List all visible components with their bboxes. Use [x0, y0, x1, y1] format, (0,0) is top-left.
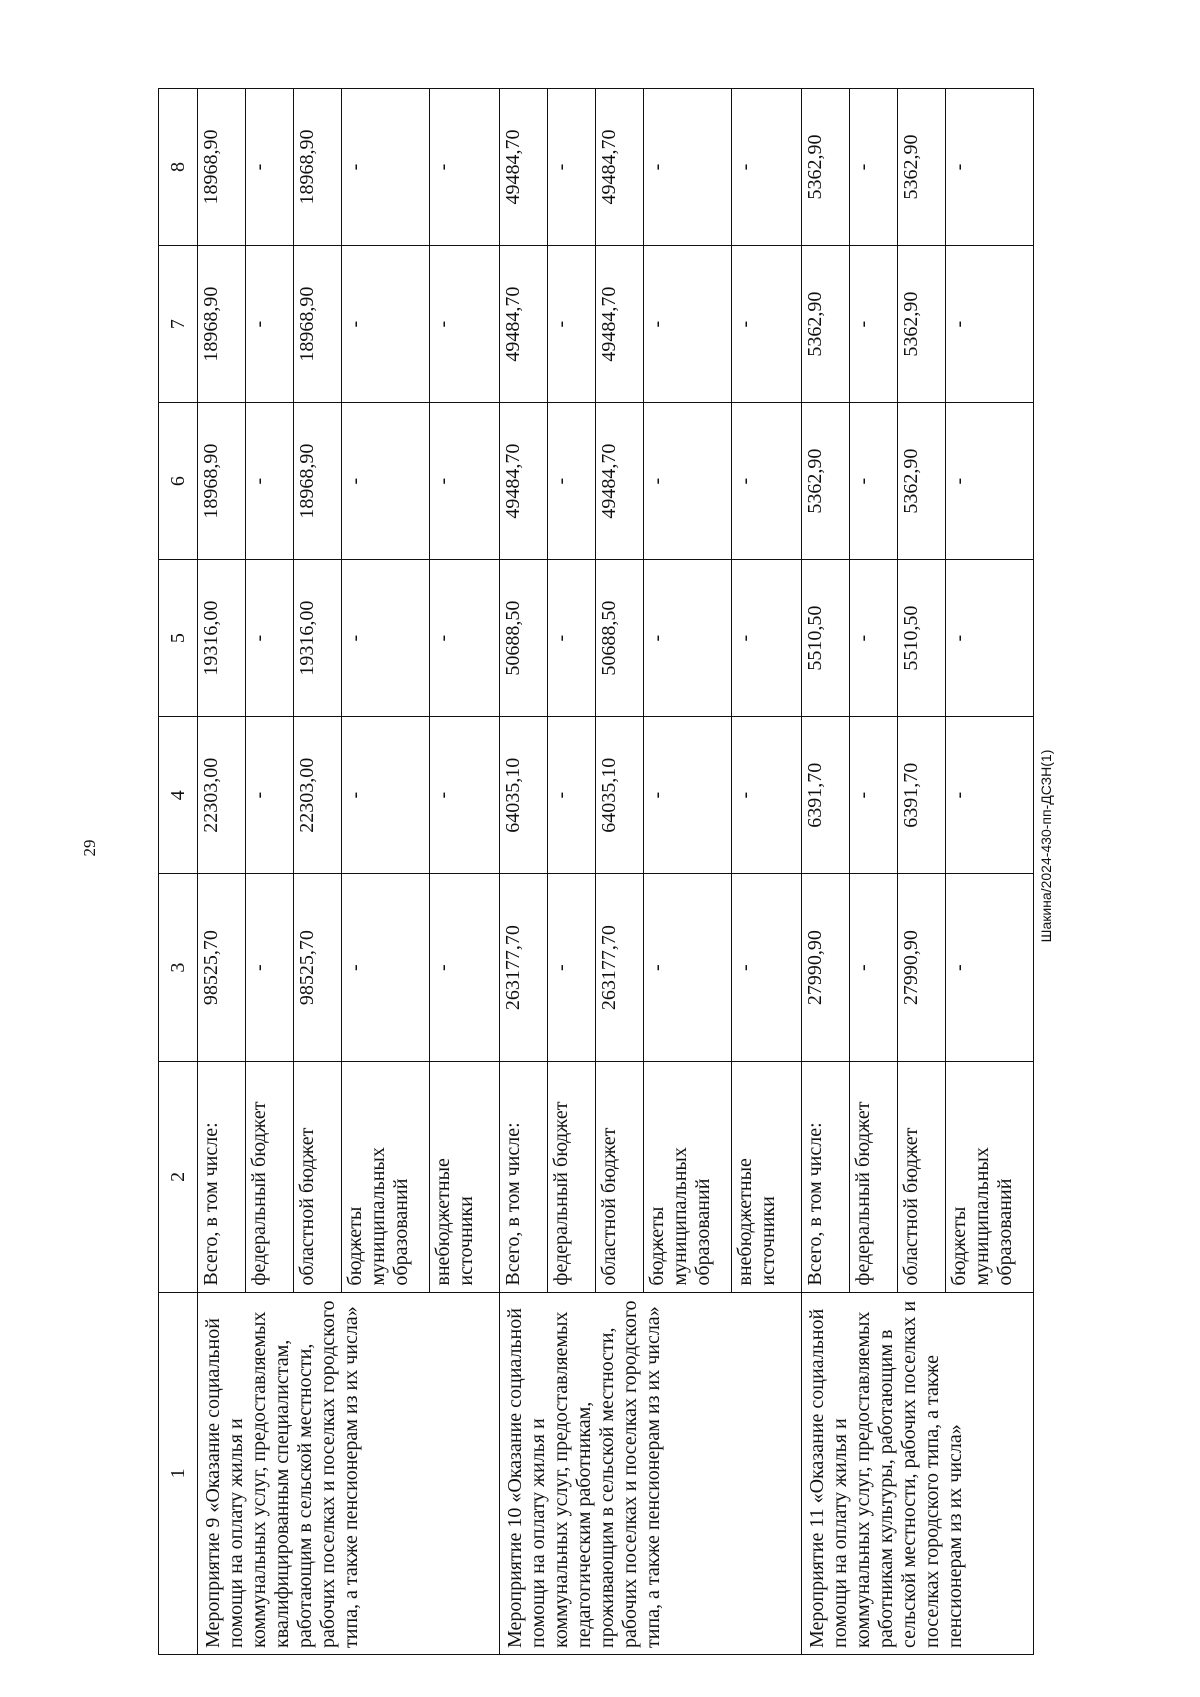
value-cell: -: [644, 89, 732, 246]
value-cell: -: [246, 89, 294, 246]
source-cell: федеральный бюджет: [548, 1062, 596, 1293]
value-cell: 98525,70: [294, 874, 342, 1062]
source-cell: областной бюджет: [294, 1062, 342, 1293]
value-cell: 263177,70: [500, 874, 548, 1062]
value-cell: -: [644, 403, 732, 560]
value-cell: -: [732, 403, 802, 560]
value-cell: -: [548, 560, 596, 717]
value-cell: -: [342, 717, 430, 874]
source-cell: бюджеты муниципальных образований: [644, 1062, 732, 1293]
source-cell: Всего, в том числе:: [802, 1062, 850, 1293]
value-cell: 19316,00: [198, 560, 246, 717]
value-cell: 18968,90: [294, 403, 342, 560]
value-cell: 5362,90: [898, 246, 946, 403]
value-cell: -: [946, 874, 1034, 1062]
value-cell: -: [548, 874, 596, 1062]
page-number: 29: [80, 839, 99, 857]
value-cell: -: [246, 403, 294, 560]
value-cell: 49484,70: [500, 89, 548, 246]
document-code: Шакина/2024-430-пп-ДСЗН(1): [1038, 749, 1054, 943]
value-cell: -: [946, 717, 1034, 874]
value-cell: -: [548, 246, 596, 403]
funding-table: [158, 88, 1034, 1655]
value-cell: 50688,50: [500, 560, 548, 717]
value-cell: 5362,90: [802, 403, 850, 560]
value-cell: 18968,90: [294, 246, 342, 403]
value-cell: -: [430, 717, 500, 874]
value-cell: 49484,70: [500, 246, 548, 403]
value-cell: -: [850, 874, 898, 1062]
value-cell: 5510,50: [802, 560, 850, 717]
value-cell: 6391,70: [802, 717, 850, 874]
value-cell: -: [430, 246, 500, 403]
value-cell: -: [850, 717, 898, 874]
value-cell: -: [548, 717, 596, 874]
value-cell: -: [430, 874, 500, 1062]
value-cell: 98525,70: [198, 874, 246, 1062]
source-cell: Всего, в том числе:: [500, 1062, 548, 1293]
value-cell: 5362,90: [802, 89, 850, 246]
header-cell: 3: [159, 874, 198, 1062]
value-cell: -: [342, 89, 430, 246]
measure-cell: Мероприятие 9 «Оказание социальной помощи на оплату жилья и коммунальных услуг, предоставляемых квалифицированным специалистам, работающим в сельской местности, рабочих поселках и поселках городского типа, а также пенсионерам из их числа»: [198, 1292, 500, 1654]
value-cell: -: [644, 874, 732, 1062]
source-cell: областной бюджет: [596, 1062, 644, 1293]
value-cell: 49484,70: [596, 403, 644, 560]
source-cell: внебюджетные источники: [430, 1062, 500, 1293]
value-cell: -: [946, 560, 1034, 717]
value-cell: -: [342, 403, 430, 560]
value-cell: 6391,70: [898, 717, 946, 874]
source-cell: бюджеты муниципальных образований: [342, 1062, 430, 1293]
value-cell: 64035,10: [500, 717, 548, 874]
value-cell: -: [946, 403, 1034, 560]
value-cell: 22303,00: [294, 717, 342, 874]
source-cell: областной бюджет: [898, 1062, 946, 1293]
value-cell: 27990,90: [898, 874, 946, 1062]
value-cell: -: [548, 89, 596, 246]
measure-cell: Мероприятие 10 «Оказание социальной помощи на оплату жилья и коммунальных услуг, предоставляемых педагогическим работникам, проживающим в сельской местности, рабочих поселках и поселках городского типа, а также пенсионерам из их числа»: [500, 1292, 802, 1654]
value-cell: -: [644, 560, 732, 717]
value-cell: -: [946, 89, 1034, 246]
value-cell: -: [246, 246, 294, 403]
header-cell: 5: [159, 560, 198, 717]
value-cell: -: [430, 89, 500, 246]
value-cell: -: [342, 560, 430, 717]
source-cell: федеральный бюджет: [246, 1062, 294, 1293]
value-cell: -: [850, 246, 898, 403]
value-cell: -: [430, 560, 500, 717]
value-cell: -: [644, 717, 732, 874]
value-cell: -: [430, 403, 500, 560]
value-cell: 5510,50: [898, 560, 946, 717]
value-cell: -: [732, 246, 802, 403]
header-cell: 6: [159, 403, 198, 560]
value-cell: 22303,00: [198, 717, 246, 874]
value-cell: -: [342, 874, 430, 1062]
value-cell: -: [732, 717, 802, 874]
value-cell: -: [246, 560, 294, 717]
source-cell: Всего, в том числе:: [198, 1062, 246, 1293]
value-cell: 18968,90: [198, 89, 246, 246]
value-cell: 27990,90: [802, 874, 850, 1062]
table-row: [500, 89, 548, 1655]
value-cell: 5362,90: [898, 89, 946, 246]
value-cell: -: [732, 874, 802, 1062]
value-cell: -: [246, 874, 294, 1062]
rotated-table-container: [158, 88, 1061, 1655]
value-cell: -: [644, 246, 732, 403]
value-cell: 18968,90: [294, 89, 342, 246]
value-cell: -: [732, 560, 802, 717]
header-cell: 2: [159, 1062, 198, 1293]
table-row: [198, 89, 246, 1655]
value-cell: 18968,90: [198, 403, 246, 560]
value-cell: -: [342, 246, 430, 403]
header-cell: 8: [159, 89, 198, 246]
value-cell: -: [850, 403, 898, 560]
value-cell: 19316,00: [294, 560, 342, 717]
value-cell: 64035,10: [596, 717, 644, 874]
value-cell: 18968,90: [198, 246, 246, 403]
source-cell: внебюджетные источники: [732, 1062, 802, 1293]
table-row: [802, 89, 850, 1655]
value-cell: 49484,70: [500, 403, 548, 560]
source-cell: бюджеты муниципальных образований: [946, 1062, 1034, 1293]
value-cell: -: [246, 717, 294, 874]
value-cell: 50688,50: [596, 560, 644, 717]
value-cell: 5362,90: [898, 403, 946, 560]
source-cell: федеральный бюджет: [850, 1062, 898, 1293]
value-cell: 5362,90: [802, 246, 850, 403]
value-cell: -: [732, 89, 802, 246]
header-cell: 7: [159, 246, 198, 403]
header-row: [159, 89, 198, 1655]
value-cell: 263177,70: [596, 874, 644, 1062]
value-cell: 49484,70: [596, 246, 644, 403]
value-cell: -: [850, 560, 898, 717]
value-cell: -: [946, 246, 1034, 403]
value-cell: 49484,70: [596, 89, 644, 246]
value-cell: -: [850, 89, 898, 246]
header-cell: 1: [159, 1292, 198, 1654]
measure-cell: Мероприятие 11 «Оказание социальной помощи на оплату жилья и коммунальных услуг, предоставляемых работникам культуры, работающим в сельской местности, рабочих поселках и поселках городского типа, а также пенсионерам из их числа»: [802, 1292, 1034, 1654]
value-cell: -: [548, 403, 596, 560]
header-cell: 4: [159, 717, 198, 874]
